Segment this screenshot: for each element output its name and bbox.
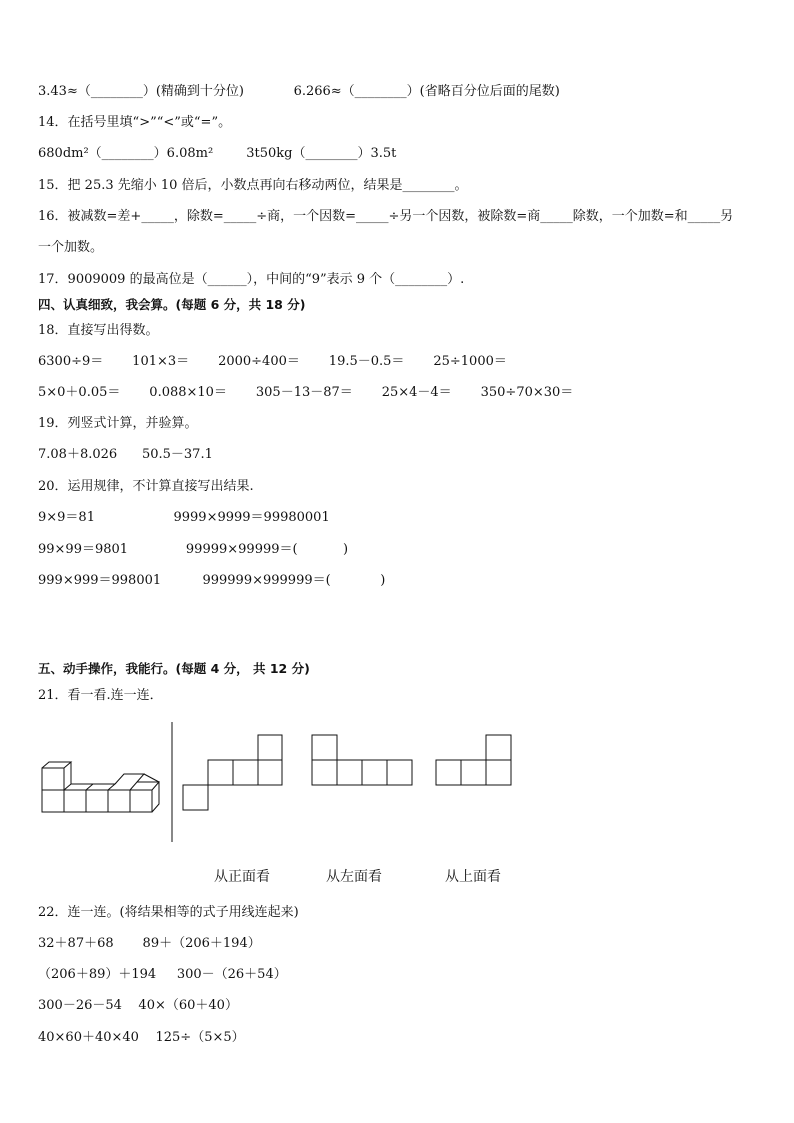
- section-5-heading: 五、动手操作，我能行。(每题 4 分， 共 12 分): [38, 661, 310, 676]
- q22-row4[interactable]: 40×60＋40×40 125÷（5×5）: [38, 1030, 245, 1045]
- view-option-2[interactable]: [311, 734, 415, 790]
- q16-line1: 16．被减数=差+_____，除数=_____÷商，一个因数=_____÷另一个因数，被除数=商_____除数，一个加数=和_____另: [38, 209, 734, 224]
- q22-title: 22．连一连。(将结果相等的式子用线连起来): [38, 905, 299, 920]
- q17: 17．9009009 的最高位是（______），中间的“9”表示 9 个（________）.: [38, 272, 465, 287]
- q18-title: 18．直接写出得数。: [38, 323, 159, 338]
- view-option-1[interactable]: [182, 734, 286, 814]
- q13-line: 3.43≈（________）(精确到十分位) 6.266≈（________）(省略百分位后面的尾数): [38, 84, 560, 99]
- q22-row3[interactable]: 300－26－54 40×（60＋40）: [38, 998, 238, 1013]
- caption-top-view: 从上面看: [445, 869, 501, 885]
- q20-row3: 999×999＝998001 999999×999999＝( ): [38, 573, 386, 588]
- q20-row2: 99×99＝9801 99999×99999＝( ): [38, 542, 349, 557]
- q16-line2: 一个加数。: [38, 240, 104, 255]
- q21-title: 21．看一看.连一连．: [38, 688, 163, 703]
- cube-solid-figure: [40, 760, 160, 820]
- divider-line: [170, 722, 174, 842]
- q19-items: 7.08＋8.026 50.5－37.1: [38, 447, 213, 462]
- caption-front-view: 从正面看: [214, 869, 270, 885]
- q18-row2: 5×0＋0.05＝ 0.088×10＝ 305－13－87＝ 25×4－4＝ 350÷70×30＝: [38, 385, 574, 400]
- q14-items: 680dm²（________）6.08m² 3t50kg（________）3.5t: [38, 146, 397, 161]
- q14-title: 14．在括号里填“>”“<”或“=”。: [38, 115, 232, 130]
- section-4-heading: 四、认真细致，我会算。(每题 6 分，共 18 分): [38, 297, 306, 312]
- q22-row1[interactable]: 32＋87＋68 89＋（206＋194）: [38, 936, 261, 951]
- q20-row1: 9×9＝81 9999×9999＝99980001: [38, 510, 330, 525]
- q18-row1: 6300÷9＝ 101×3＝ 2000÷400＝ 19.5－0.5＝ 25÷1000＝: [38, 354, 507, 369]
- q15: 15．把 25.3 先缩小 10 倍后，小数点再向右移动两位，结果是________。: [38, 178, 468, 193]
- q20-title: 20．运用规律，不计算直接写出结果.: [38, 479, 254, 494]
- caption-left-view: 从左面看: [326, 869, 382, 885]
- q19-title: 19．列竖式计算，并验算。: [38, 416, 198, 431]
- view-option-3[interactable]: [435, 734, 515, 790]
- q22-row2[interactable]: （206＋89）＋194 300－（26＋54）: [38, 967, 287, 982]
